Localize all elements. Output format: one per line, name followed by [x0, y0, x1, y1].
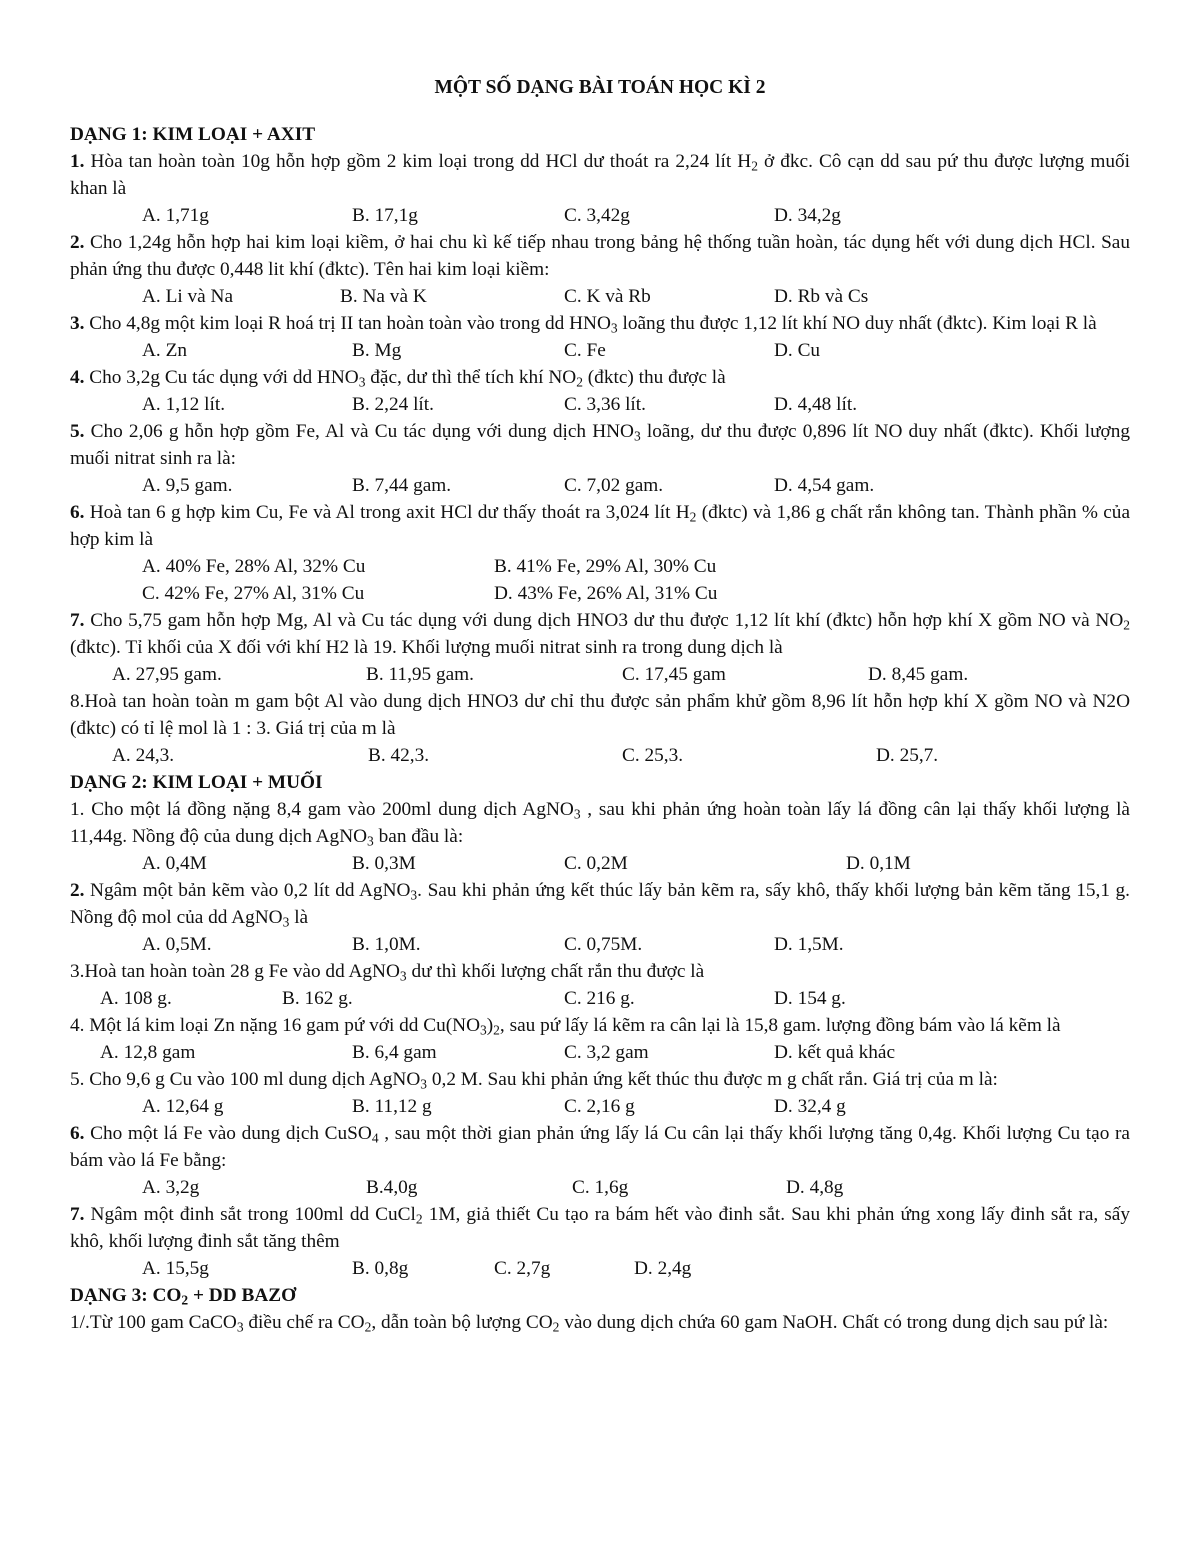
answer-option: D. 2,4g — [634, 1258, 692, 1279]
question-text — [70, 229, 1130, 283]
answer-options — [70, 1039, 1130, 1066]
answer-option: A. 1,12 lít. — [142, 394, 226, 415]
section-heading: DẠNG 2: KIM LOẠI + MUỐI — [70, 772, 323, 793]
question-text — [70, 796, 1130, 850]
question-body: Một lá kim loại Zn nặng 16 gam pứ với dd $Cu(NO_3)_2$, sau pứ lấy lá kẽm ra cân lại là 15,8 gam. lượng đồng bám vào lá kẽm là — [84, 1015, 1061, 1038]
page-title: MỘT SỐ DẠNG BÀI TOÁN HỌC KÌ 2 — [434, 77, 766, 98]
question-text — [70, 1012, 1130, 1039]
answer-option: A. 12,8 gam — [100, 1042, 196, 1063]
answer-option: B. 11,95 gam. — [366, 664, 475, 685]
answer-option: B.4,0g — [366, 1177, 418, 1198]
answer-option: D. 25,7. — [876, 745, 939, 766]
question-number: 7. — [70, 610, 85, 631]
answer-option: B. 6,4 gam — [352, 1042, 437, 1063]
question-number: 6. — [70, 1123, 85, 1144]
question-body: Cho 4,8g một kim loại R hoá trị II tan hoàn toàn vào trong dd $HNO_3$ loãng thu được 1,12 lít khí NO duy nhất (đktc). Kim loại R là — [84, 313, 1097, 336]
answer-option: A. 15,5g — [142, 1258, 209, 1279]
answer-option: B. 2,24 lít. — [352, 394, 434, 415]
question-number: 2. — [70, 880, 85, 901]
answer-option: D. 4,8g — [786, 1177, 844, 1198]
answer-option: A. 108 g. — [100, 988, 172, 1009]
answer-option: A. 1,71g — [142, 205, 209, 226]
answer-options — [70, 1093, 1130, 1120]
question-number: 1. — [70, 151, 85, 172]
answer-option: C. 3,42g — [564, 205, 630, 226]
question-text — [70, 1120, 1130, 1174]
answer-option: B. 7,44 gam. — [352, 475, 452, 496]
answer-option: D. 8,45 gam. — [868, 664, 969, 685]
answer-option: C. 1,6g — [572, 1177, 629, 1198]
answer-option: D. 32,4 g — [774, 1096, 846, 1117]
question-number: 7. — [70, 1204, 85, 1225]
answer-option: C. 7,02 gam. — [564, 475, 664, 496]
question-body: Hòa tan hoàn toàn 10g hỗn hợp gồm 2 kim loại trong dd HCl dư thoát ra 2,24 lít $H_2$ ở đkc. Cô cạn dd sau pứ thu được lượng muối khan là — [70, 151, 1130, 199]
answer-option: B. 162 g. — [282, 988, 353, 1009]
question-text — [70, 607, 1130, 661]
answer-option: A. 12,64 g — [142, 1096, 224, 1117]
question-text — [70, 958, 1130, 985]
answer-options — [70, 553, 1130, 580]
answer-options — [70, 472, 1130, 499]
answer-options — [70, 661, 1130, 688]
answer-option: C. K và Rb — [564, 286, 651, 307]
question-number: 8. — [70, 691, 85, 712]
question-text — [70, 688, 1130, 742]
question-text — [70, 364, 1130, 391]
question-body: Từ 100 gam CaCO$_3$ điều chế ra $CO_2$, dẫn toàn bộ lượng $CO_2$ vào dung dịch chứa 60 gam NaOH. Chất có trong dung dịch sau pứ là: — [89, 1312, 1109, 1335]
answer-options — [70, 283, 1130, 310]
section-heading: DẠNG 3: $CO_2$ + DD BAZƠ — [70, 1285, 297, 1308]
question-body: Cho 1,24g hỗn hợp hai kim loại kiềm, ở hai chu kì kế tiếp nhau trong bảng hệ thống tuần hoàn, tác dụng hết với dung dịch HCl. Sau phản ứng thu được 0,448 lit khí (đktc). Tên hai kim loại kiềm: — [70, 232, 1130, 280]
question-body: Hoà tan hoàn toàn m gam bột Al vào dung dịch HNO3 dư chỉ thu được sản phẩm khử gồm 8,96 lít hỗn hợp khí X gồm NO và N2O (đktc) có tỉ lệ mol là 1 : 3. Giá trị của m là — [70, 691, 1130, 739]
answer-option: B. 11,12 g — [352, 1096, 432, 1117]
answer-option: B. 41% Fe, 29% Al, 30% Cu — [494, 556, 717, 577]
answer-option: B. 42,3. — [368, 745, 430, 766]
answer-options — [70, 985, 1130, 1012]
answer-option: D. Cu — [774, 340, 821, 361]
question-body: Cho 9,6 g Cu vào 100 ml dung dịch AgNO$_3$ 0,2 M. Sau khi phản ứng kết thúc thu được m g chất rắn. Giá trị của m là: — [84, 1069, 998, 1092]
document-body — [70, 121, 1130, 1336]
question-number: 1/. — [70, 1312, 90, 1333]
question-text — [70, 148, 1130, 202]
answer-option: C. 216 g. — [564, 988, 635, 1009]
question-body: Cho 3,2g Cu tác dụng với dd $HNO_3$ đặc, dư thì thể tích khí $NO_2$ (đktc) thu được là — [84, 367, 726, 390]
question-text — [70, 1309, 1130, 1336]
question-number: 3. — [70, 961, 85, 982]
question-body: Cho 5,75 gam hỗn hợp Mg, Al và Cu tác dụng với dung dịch HNO3 dư thu được 1,12 lít khí (đktc) hỗn hợp khí X gồm NO và $NO_2$ (đktc). Tỉ khối của X đối với khí H2 là 19. Khối lượng muối nitrat sinh ra trong dung dịch là — [70, 610, 1130, 658]
answer-options — [70, 742, 1130, 769]
answer-option: B. Mg — [352, 340, 402, 361]
answer-option: D. Rb và Cs — [774, 286, 869, 307]
question-body: Ngâm một đinh sắt trong 100ml dd CuCl$_2$ 1M, giả thiết Cu tạo ra bám hết vào đinh sắt. Sau khi phản ứng xong lấy đinh sắt ra, sấy khô, khối lượng đinh sắt tăng thêm — [70, 1204, 1130, 1252]
question-text — [70, 499, 1130, 553]
answer-options — [70, 1255, 1130, 1282]
question-number: 4. — [70, 1015, 85, 1036]
answer-options — [70, 337, 1130, 364]
question-body: Cho 2,06 g hỗn hợp gồm Fe, Al và Cu tác dụng với dung dịch $HNO_3$ loãng, dư thu được 0,896 lít NO duy nhất (đktc). Khối lượng muối nitrat sinh ra là: — [70, 421, 1131, 469]
answer-option: D. 4,48 lít. — [774, 394, 858, 415]
question-body: Cho một lá Fe vào dung dịch CuSO$_4$ , sau một thời gian phản ứng lấy lá Cu cân lại thấy khối lượng tăng 0,4g. Khối lượng Cu tạo ra bám vào lá Fe bằng: — [70, 1123, 1130, 1171]
answer-option: C. 3,36 lít. — [564, 394, 646, 415]
answer-option: A. 0,4M — [142, 853, 207, 874]
question-text — [70, 1201, 1130, 1255]
section-heading: DẠNG 1: KIM LOẠI + AXIT — [70, 124, 316, 145]
question-body: Hoà tan hoàn toàn 28 g Fe vào dd AgNO$_3$ dư thì khối lượng chất rắn thu được là — [84, 961, 705, 984]
answer-option: D. 1,5M. — [774, 934, 844, 955]
answer-option: D. 43% Fe, 26% Al, 31% Cu — [494, 583, 718, 604]
answer-option: B. 0,8g — [352, 1258, 409, 1279]
answer-option: C. 0,75M. — [564, 934, 643, 955]
answer-option: C. 42% Fe, 27% Al, 31% Cu — [142, 583, 365, 604]
answer-option: D. kết quả khác — [774, 1042, 895, 1063]
answer-option: D. 34,2g — [774, 205, 841, 226]
answer-option: A. 27,95 gam. — [112, 664, 222, 685]
answer-option: D. 154 g. — [774, 988, 846, 1009]
answer-option: C. 2,7g — [494, 1258, 551, 1279]
answer-option: C. Fe — [564, 340, 606, 361]
answer-option: A. 9,5 gam. — [142, 475, 233, 496]
answer-option: B. 0,3M — [352, 853, 416, 874]
answer-option: A. 40% Fe, 28% Al, 32% Cu — [142, 556, 366, 577]
answer-options — [70, 850, 1130, 877]
answer-options — [70, 931, 1130, 958]
question-number: 3. — [70, 313, 85, 334]
question-number: 1. — [70, 799, 85, 820]
answer-option: A. 0,5M. — [142, 934, 212, 955]
answer-option: A. 3,2g — [142, 1177, 200, 1198]
answer-option: B. 1,0M. — [352, 934, 421, 955]
answer-option: A. 24,3. — [112, 745, 175, 766]
question-number: 2. — [70, 232, 85, 253]
question-body: Ngâm một bản kẽm vào 0,2 lít dd AgNO$_3$. Sau khi phản ứng kết thúc lấy bản kẽm ra, sấy khô, thấy khối lượng bản kẽm tăng 15,1 g. Nồng độ mol của dd AgNO$_3$ là — [70, 880, 1130, 930]
answer-option: C. 2,16 g — [564, 1096, 635, 1117]
answer-option: B. Na và K — [340, 286, 427, 307]
answer-option: A. Zn — [142, 340, 187, 361]
answer-options — [70, 391, 1130, 418]
answer-option: D. 0,1M — [846, 853, 911, 874]
answer-option: C. 3,2 gam — [564, 1042, 649, 1063]
question-number: 5. — [70, 1069, 85, 1090]
answer-option: C. 25,3. — [622, 745, 684, 766]
answer-option: A. Li và Na — [142, 286, 234, 307]
question-number: 4. — [70, 367, 85, 388]
answer-option: C. 0,2M — [564, 853, 628, 874]
question-text — [70, 418, 1130, 472]
answer-option: C. 17,45 gam — [622, 664, 726, 685]
question-number: 6. — [70, 502, 85, 523]
answer-options — [70, 580, 1130, 607]
answer-options — [70, 202, 1130, 229]
question-text — [70, 1066, 1130, 1093]
question-body: Cho một lá đồng nặng 8,4 gam vào 200ml dung dịch AgNO$_3$ , sau khi phản ứng hoàn toàn lấy lá đồng cân lại thấy khối lượng là 11,44g. Nồng độ của dung dịch AgNO$_3$ ban đầu là: — [70, 799, 1130, 849]
answer-options — [70, 1174, 1130, 1201]
answer-option: B. 17,1g — [352, 205, 418, 226]
question-text — [70, 310, 1130, 337]
question-body: Hoà tan 6 g hợp kim Cu, Fe và Al trong axit HCl dư thấy thoát ra 3,024 lít $H_2$ (đktc) và 1,86 g chất rắn không tan. Thành phần % của hợp kim là — [70, 502, 1131, 550]
question-number: 5. — [70, 421, 85, 442]
answer-option: D. 4,54 gam. — [774, 475, 875, 496]
question-text — [70, 877, 1130, 931]
